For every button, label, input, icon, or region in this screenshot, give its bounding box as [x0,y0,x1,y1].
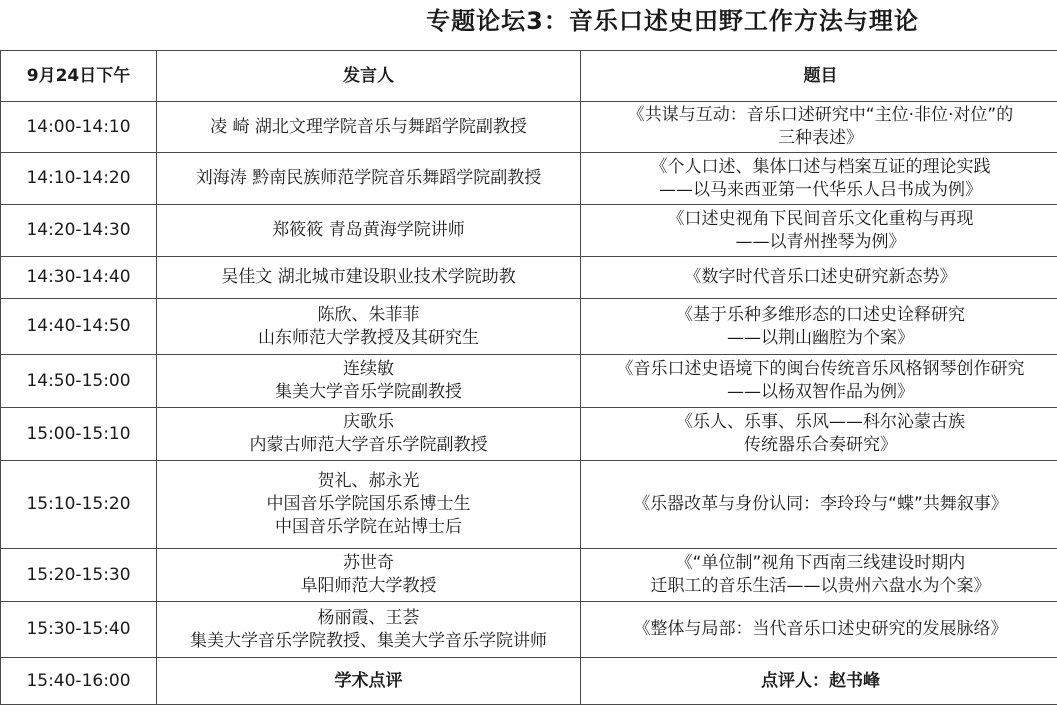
speaker-line: 内蒙古师范大学音乐学院副教授 [249,435,488,455]
table-row [1,355,1057,408]
speaker-cell [157,549,581,602]
topic-line: 《共谋与互动：音乐口述研究中“主位·非位·对位”的 [627,105,1014,125]
topic-line: ——以青州挫琴为例》 [735,231,906,252]
speaker-cell [157,658,581,705]
time-cell: 15:30-15:40 [1,602,157,658]
time-cell: 14:30-14:40 [1,257,157,299]
speaker-cell [157,205,581,257]
speaker-line: 中国音乐学院国乐系博士生 [266,494,471,514]
speaker-cell [157,102,581,153]
table-row [1,549,1057,602]
speaker-line: 杨丽霞、王荟 [317,607,420,628]
speaker-line: 连续敏 [343,359,394,379]
table-row [1,153,1057,205]
topic-line: 《个人口述、集体口述与档案互证的理论实践 [650,156,991,177]
topic-cell [581,257,1057,299]
page-title: 专题论坛3：音乐口述史田野工作方法与理论 [426,7,919,35]
speaker-line: 集美大学音乐学院副教授 [275,382,462,402]
time-cell: 14:20-14:30 [1,205,157,257]
speaker-line: 山东师范大学教授及其研究生 [258,327,479,348]
topic-cell [581,355,1057,408]
speaker-line: 集美大学音乐学院教授、集美大学音乐学院讲师 [190,630,547,651]
topic-line: 点评人：赵书峰 [761,670,880,691]
time-cell: 15:20-15:30 [1,549,157,602]
table-header-row [1,51,1057,102]
schedule-table [0,50,1057,705]
table-row [1,461,1057,549]
topic-cell [581,153,1057,205]
header-speaker: 发言人 [157,51,581,102]
topic-cell [581,658,1057,705]
speaker-line: 吴佳文 湖北城市建设职业技术学院助教 [221,267,516,287]
time-cell: 14:40-14:50 [1,299,157,355]
time-cell: 15:10-15:20 [1,461,157,549]
header-date: 9月24日下午 [1,51,157,102]
topic-cell [581,602,1057,658]
topic-line: 《基于乐种多维形态的口述史诠释研究 [676,304,965,325]
table-row [1,102,1057,153]
topic-cell [581,299,1057,355]
topic-line: 《数字时代音乐口述史研究新态势》 [684,267,957,287]
schedule-body [1,102,1057,705]
topic-cell [581,461,1057,549]
topic-line: 《乐器改革与身份认同：李玲玲与“蝶”共舞叙事》 [633,494,1008,514]
speaker-line: 中国音乐学院在站博士后 [275,517,462,537]
table-row [1,257,1057,299]
speaker-line: 阜阳师范大学教授 [300,576,437,596]
speaker-cell [157,461,581,549]
topic-line: 迁职工的音乐生活——以贵州六盘水为个案》 [650,576,991,596]
time-cell: 15:40-16:00 [1,658,157,705]
time-cell: 15:00-15:10 [1,408,157,461]
time-cell: 14:10-14:20 [1,153,157,205]
table-row [1,658,1057,705]
table-row [1,408,1057,461]
speaker-cell [157,153,581,205]
speaker-line: 郑筱筱 青岛黄海学院讲师 [272,220,465,240]
table-row [1,602,1057,658]
speaker-cell [157,257,581,299]
topic-cell [581,549,1057,602]
topic-line: 《乐人、乐事、乐风——科尔沁蒙古族 [676,412,965,432]
speaker-line: 庆歌乐 [343,412,394,432]
topic-line: 传统器乐合奏研究》 [744,435,897,455]
speaker-cell [157,408,581,461]
topic-line: 《口述史视角下民间音乐文化重构与再现 [667,208,974,229]
topic-cell [581,408,1057,461]
topic-line: 三种表述》 [778,128,863,148]
speaker-line: 陈欣、朱菲菲 [317,304,420,325]
topic-cell [581,205,1057,257]
speaker-line: 刘海涛 黔南民族师范学院音乐舞蹈学院副教授 [195,168,542,188]
time-cell: 14:50-15:00 [1,355,157,408]
speaker-cell [157,602,581,658]
topic-line: 《整体与局部：当代音乐口述史研究的发展脉络》 [633,619,1008,639]
speaker-cell [157,355,581,408]
topic-line: 《“单位制”视角下西南三线建设时期内 [675,553,966,573]
topic-line: ——以杨双智作品为例》 [727,382,914,402]
speaker-line: 贺礼、郝永光 [317,471,420,491]
topic-cell [581,102,1057,153]
table-row [1,299,1057,355]
speaker-line: 凌 崎 湖北文理学院音乐与舞蹈学院副教授 [210,116,527,137]
speaker-line: 苏世奇 [343,553,394,573]
topic-line: ——以马来西亚第一代华乐人吕书成为例》 [659,179,982,200]
header-topic: 题目 [581,51,1057,102]
speaker-cell [157,299,581,355]
topic-line: 《音乐口述史语境下的闽台传统音乐风格钢琴创作研究 [616,359,1025,379]
table-row [1,205,1057,257]
time-cell: 14:00-14:10 [1,102,157,153]
speaker-line: 学术点评 [334,670,403,691]
topic-line: ——以荆山幽腔为个案》 [727,327,914,348]
